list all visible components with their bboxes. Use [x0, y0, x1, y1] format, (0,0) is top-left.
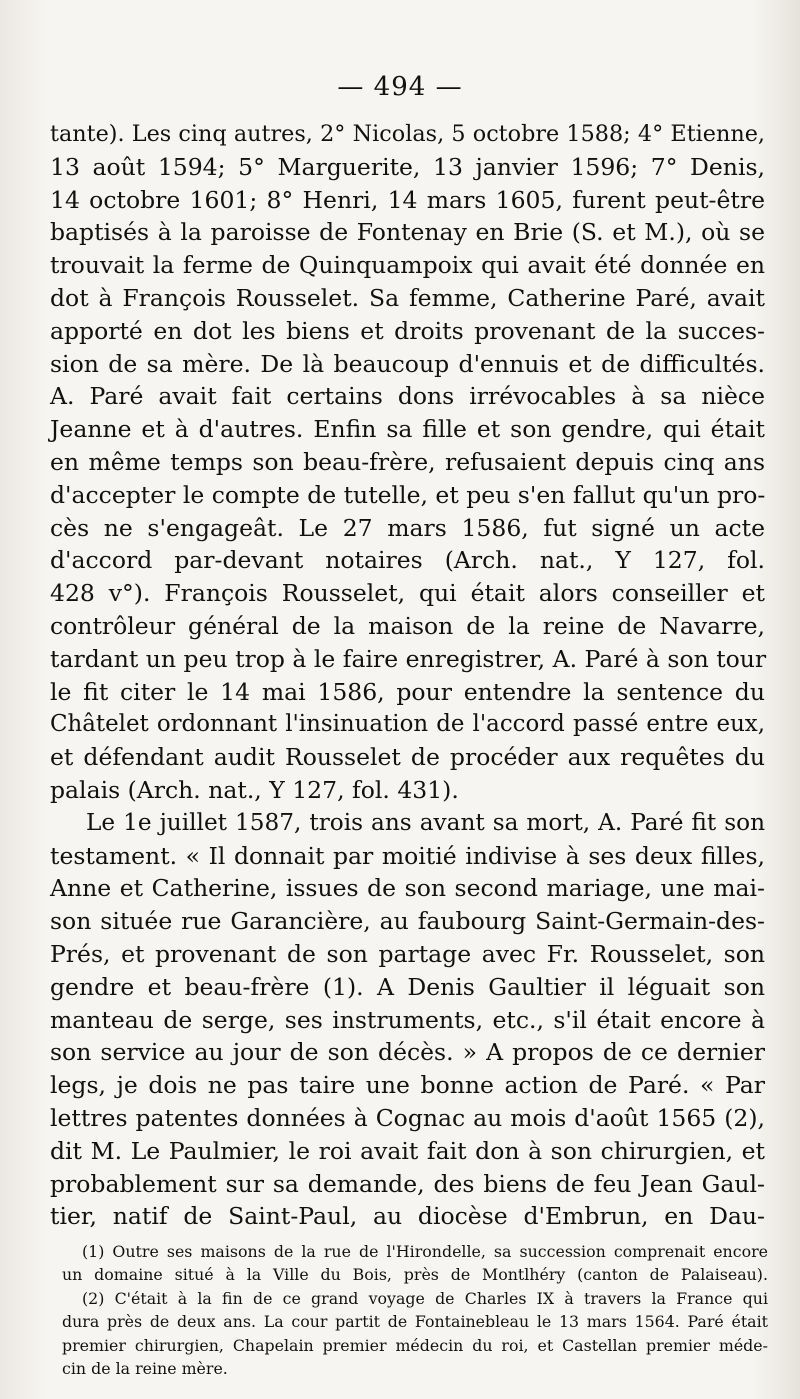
text-line: son service au jour de son décès. » A propos de ce dernier — [50, 1038, 765, 1067]
text-line: Jeanne et à d'autres. Enfin sa fille et son gendre, qui était — [50, 415, 765, 444]
text-line: palais (Arch. nat., Y 127, fol. 431). — [50, 775, 459, 804]
text-line: Châtelet ordonnant l'insinuation de l'accord passé entre eux, — [50, 711, 765, 738]
text-line: baptisés à la paroisse de Fontenay en Brie (S. et M.), où se — [50, 218, 765, 247]
text-line: probablement sur sa demande, des biens de feu Jean Gaul- — [50, 1169, 765, 1198]
text-line: dit M. Le Paulmier, le roi avait fait don à son chirurgien, et — [50, 1136, 765, 1165]
text-line: son située rue Garancière, au faubourg Saint-Germain-des- — [50, 907, 765, 936]
text-line: testament. « Il donnait par moitié indivise à ses deux filles, — [50, 841, 765, 870]
text-line: en même temps son beau-frère, refusaient depuis cinq ans — [50, 447, 765, 476]
text-line: tier, natif de Saint-Paul, au diocèse d'Embrun, en Dau- — [50, 1202, 765, 1231]
footnote-line: cin de la reine mère. — [62, 1358, 228, 1378]
text-line: Le 1e juillet 1587, trois ans avant sa mort, A. Paré fit son — [86, 808, 765, 836]
text-line: 13 août 1594; 5° Marguerite, 13 janvier 1596; 7° Denis, — [50, 152, 765, 181]
text-line: dot à François Rousselet. Sa femme, Catherine Paré, avait — [50, 283, 765, 312]
text-line: manteau de serge, ses instruments, etc., s'il était encore à — [50, 1005, 765, 1034]
text-line: le fit citer le 14 mai 1586, pour entendre la sentence du — [50, 677, 765, 706]
footnote-line: premier chirurgien, Chapelain premier médecin du roi, et Castellan premier méde- — [62, 1335, 768, 1355]
text-line: contrôleur général de la maison de la reine de Navarre, — [50, 611, 765, 640]
text-line: Prés, et provenant de son partage avec Fr. Rousselet, son — [50, 939, 765, 968]
page-number: — 494 — — [337, 72, 463, 102]
text-line: d'accord par-devant notaires (Arch. nat., Y 127, fol. — [50, 546, 765, 575]
text-line: legs, je dois ne pas taire une bonne action de Paré. « Par — [50, 1071, 765, 1100]
footnote-line: (1) Outre ses maisons de la rue de l'Hirondelle, sa succession comprenait encore — [82, 1242, 768, 1261]
text-line: A. Paré avait fait certains dons irrévocables à sa nièce — [50, 382, 765, 411]
text-line: lettres patentes données à Cognac au mois d'août 1565 (2), — [50, 1103, 765, 1132]
text-line: 14 octobre 1601; 8° Henri, 14 mars 1605, furent peut-être — [50, 185, 765, 214]
footnote-line: un domaine situé à la Ville du Bois, près de Montlhéry (canton de Palaiseau). — [62, 1265, 768, 1285]
text-line: tante). Les cinq autres, 2° Nicolas, 5 octobre 1588; 4° Etienne, — [50, 121, 765, 147]
main-text — [50, 118, 765, 1233]
text-line: 428 v°). François Rousselet, qui était alors conseiller et — [50, 579, 765, 608]
text-line: sion de sa mère. De là beaucoup d'ennuis et de difficultés. — [50, 349, 765, 378]
footnote-line: (2) C'était à la fin de ce grand voyage de Charles IX à travers la France qui — [82, 1288, 768, 1308]
text-line: d'accepter le compte de tutelle, et peu s'en fallut qu'un pro- — [50, 480, 766, 509]
footnotes — [62, 1240, 768, 1380]
text-line: apporté en dot les biens et droits provenant de la succes- — [50, 316, 765, 345]
text-line: Anne et Catherine, issues de son second mariage, une mai- — [50, 874, 765, 903]
footnote-line: dura près de deux ans. La cour partit de Fontainebleau le 13 mars 1564. Paré était — [62, 1312, 768, 1332]
text-line: gendre et beau-frère (1). A Denis Gaultier il léguait son — [50, 972, 765, 1001]
text-line: et défendant audit Rousselet de procéder aux requêtes du — [50, 743, 765, 772]
text-line: cès ne s'engageât. Le 27 mars 1586, fut signé un acte — [50, 513, 765, 542]
text-line: tardant un peu trop à le faire enregistrer, A. Paré à son tour — [50, 644, 767, 673]
text-line: trouvait la ferme de Quinquampoix qui avait été donnée en — [50, 251, 765, 280]
